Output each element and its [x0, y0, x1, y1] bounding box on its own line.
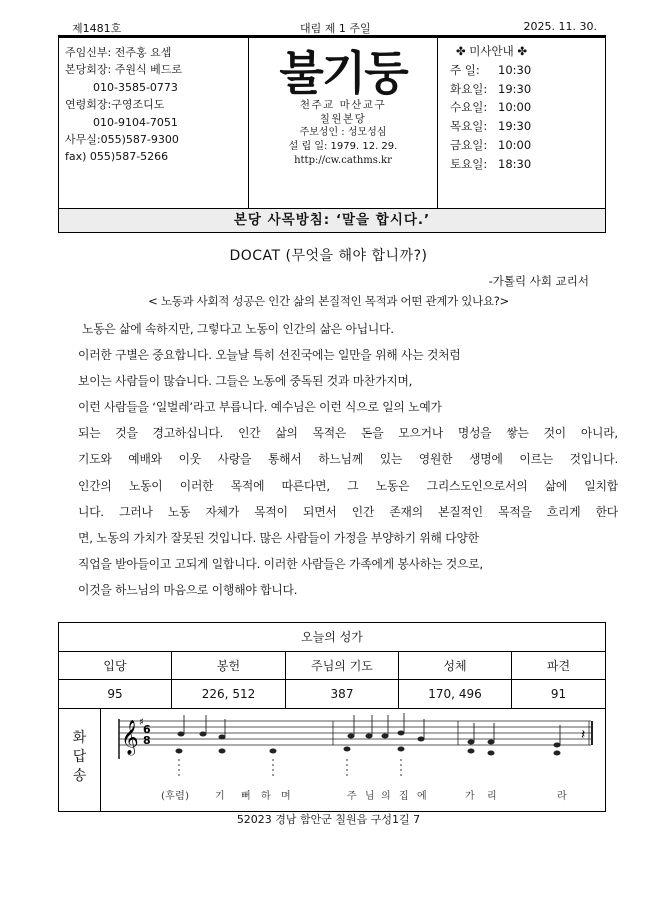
parish-name: 칠원본당: [319, 113, 367, 125]
hymn-value-entrance: 95: [59, 680, 172, 708]
hymn-value-dismissal: 91: [550, 687, 567, 701]
issue-date: 2025. 11. 30.: [523, 20, 597, 33]
mass-schedule-title: ✤ 미사안내 ✤: [456, 44, 528, 58]
masthead: [58, 37, 606, 233]
lyric: 집: [399, 791, 409, 802]
hymn-header-communion: 성체: [399, 652, 512, 679]
liturgical-week: 대림 제 1 주일: [300, 22, 371, 35]
mass-day: 주 일:: [450, 62, 480, 77]
mass-time: 10:00: [498, 137, 532, 152]
psalm-label: [59, 709, 101, 811]
hymn-table-title: 오늘의 성가: [59, 623, 605, 652]
mass-time: 19:30: [498, 81, 532, 96]
hymn-header-lords-prayer: 주님의 기도: [286, 652, 399, 679]
staff-president: 본당회장: 주원식 베드로: [65, 63, 182, 77]
body-line: 면, 노동의 가치가 잘못된 것입니다. 많은 사람들이 가정을 부양하기 위해 다양한: [78, 530, 479, 545]
mass-row: [450, 98, 607, 117]
body-line: 니다. 그러나 노동 자체가 목적이 되면서 인간 존재의 본질적인 목적을 흐리게 한다: [78, 504, 618, 519]
hymn-header-entrance: 입당: [59, 652, 172, 679]
parish-identity: [249, 38, 437, 208]
mass-schedule: [437, 38, 607, 208]
hymn-header-offertory: 봉헌: [172, 652, 286, 679]
lyric: 의: [381, 791, 391, 802]
staff-list: [59, 38, 249, 208]
svg-text:6: 6: [143, 723, 151, 736]
parish-url[interactable]: http://cw.cathms.kr: [294, 155, 392, 166]
lyric: 에: [417, 791, 427, 802]
mass-time: 19:30: [498, 119, 532, 134]
diocese-line: 천주교 마산교구: [299, 99, 387, 111]
lyric: 리: [487, 791, 497, 802]
patron-saint: 주보성인 : 성모성심: [299, 127, 387, 138]
mass-time: 10:00: [498, 100, 532, 115]
mass-row: [450, 61, 607, 80]
pastoral-policy: 본당 사목방침: ‘말을 합시다.’: [59, 208, 605, 232]
body-line: 인간의 노동이 이러한 목적에 따른다면, 그 노동은 그리스도인으로서의 삶에 일치합: [78, 478, 618, 493]
staff-fax: fax) 055)587-5266: [65, 150, 169, 164]
psalm-label-char: 답: [72, 749, 87, 765]
bulletin-logo: 불기둥: [279, 46, 407, 100]
mass-row: [450, 117, 607, 136]
body-line: 이것을 하느님의 마음으로 이행해야 합니다.: [78, 582, 298, 597]
hymn-value-lords-prayer: 387: [286, 680, 399, 708]
lyric: 뻐: [241, 791, 251, 802]
responsorial-psalm: [59, 709, 605, 811]
mass-time: 10:30: [498, 62, 532, 77]
parish-address: 52023 경남 함안군 칠원읍 구성1길 7: [236, 813, 421, 826]
lyric: 며: [281, 791, 291, 802]
staff-funeral-head: 연령회장:구영조디도: [65, 98, 165, 112]
article-source: -가톨릭 사회 교리서: [488, 274, 589, 288]
hymn-value-row: [59, 680, 605, 709]
article-title: DOCAT (무엇을 해야 합니까?): [229, 248, 428, 264]
article-body: [78, 316, 618, 603]
mass-day: 금요일:: [450, 137, 488, 152]
psalm-label-char: 송: [72, 768, 87, 784]
lyric: 기: [215, 791, 225, 802]
body-line: 보이는 사람들이 많습니다. 그들은 노동에 중독된 것과 마찬가지며,: [78, 374, 413, 389]
hymn-value-offertory: 226, 512: [172, 680, 286, 708]
lyric: 님: [365, 791, 375, 802]
body-line: 이런 사람들을 ‘일벌레’라고 부릅니다. 예수님은 이런 식으로 일의 노예가: [78, 400, 442, 415]
lyric: 가: [465, 791, 475, 802]
staff-president-phone: 010-3585-0773: [93, 80, 178, 94]
mass-row: [450, 136, 607, 155]
mass-day: 수요일:: [450, 100, 488, 115]
staff-pastor: 주임신부: 전주홍 요셉: [65, 46, 172, 59]
body-line: 직업을 받아들이고 고되게 일합니다. 이러한 사람들은 가족에게 봉사하는 것으로,: [78, 556, 483, 571]
mass-day: 토요일:: [450, 156, 488, 171]
svg-text:♯: ♯: [139, 717, 144, 728]
hymn-value-communion: 170, 496: [399, 680, 512, 708]
mass-day: 화요일:: [450, 81, 488, 96]
lyric: 주: [347, 791, 357, 802]
lyric: (후렴): [161, 791, 190, 802]
lyric: 하: [261, 791, 271, 802]
svg-text:𝄽: 𝄽: [581, 727, 586, 743]
mass-row: [450, 80, 607, 99]
body-line: 기도와 예배와 이웃 사랑을 통해서 하느님께 있는 영원한 생명에 이르는 것입니다.: [78, 452, 618, 467]
article-question: < 노동과 사회적 성공은 인간 삶의 본질적인 목적과 어떤 관계가 있나요?>: [148, 294, 509, 308]
body-line: 되는 것을 경고하십니다. 인간 삶의 목적은 돈을 모으거나 명성을 쌓는 것이 아니라,: [78, 426, 618, 441]
mass-day: 목요일:: [450, 119, 488, 134]
staff-funeral-phone: 010-9104-7051: [93, 115, 178, 129]
body-line: 노동은 삶에 속하지만, 그렇다고 노동이 인간의 삶은 아닙니다.: [82, 322, 394, 336]
lyric: 라: [557, 791, 567, 802]
body-line: 이러한 구별은 중요합니다. 오늘날 특히 선진국에는 일만을 위해 사는 것처럼: [78, 348, 461, 363]
music-score: [101, 709, 605, 811]
hymn-header-row: [59, 652, 605, 680]
staff-office-phone: 사무실:055)587-9300: [65, 133, 179, 147]
svg-text:𝄞: 𝄞: [121, 720, 139, 755]
mass-time: 18:30: [498, 156, 532, 171]
psalm-label-char: 화: [72, 730, 87, 746]
mass-row: [450, 155, 607, 174]
founded-date: 설 립 일: 1979. 12. 29.: [288, 141, 398, 152]
hymn-header-dismissal: 파견: [546, 659, 571, 673]
svg-text:8: 8: [143, 734, 151, 747]
issue-number: 제1481호: [72, 22, 122, 35]
issue-header: [60, 20, 605, 36]
hymn-table: [58, 622, 606, 812]
